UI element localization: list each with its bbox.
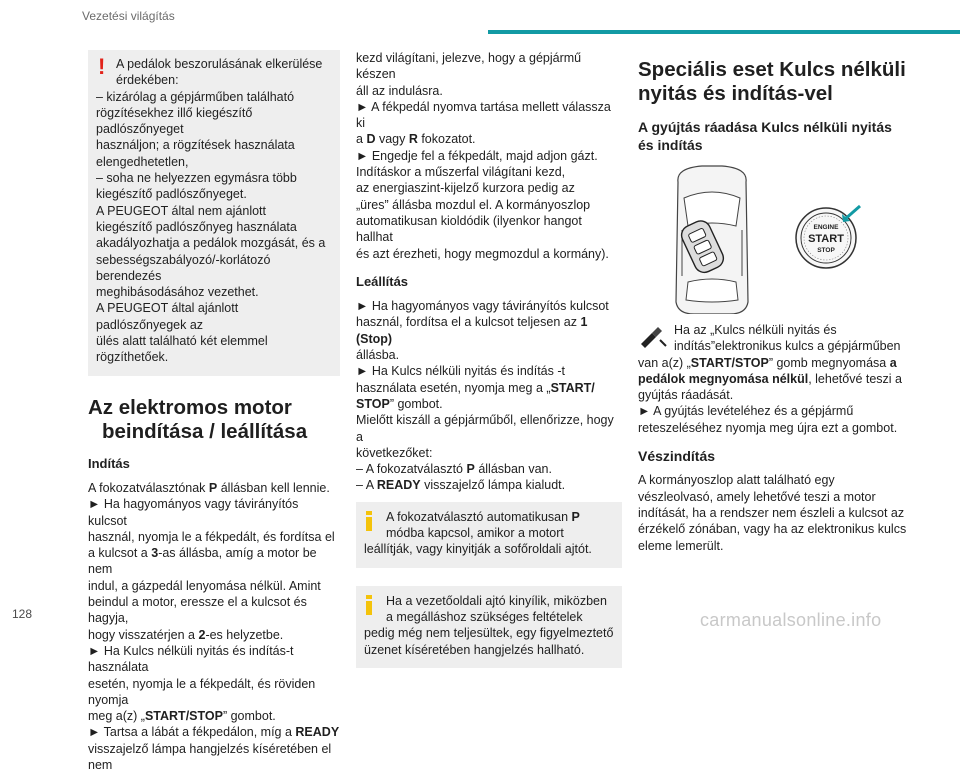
- section-title-line: beindítása / leállítása: [102, 419, 308, 443]
- warning-line: érdekében:: [116, 73, 179, 88]
- body-line: ► Ha hagyományos vagy távirányítós kulcsot: [88, 497, 299, 528]
- section-title-line: nyitás és indítás-vel: [638, 82, 833, 105]
- body-line: a D vagy R fokozatot.: [356, 132, 476, 147]
- warning-line: A pedálok beszorulásának elkerülése: [116, 57, 323, 71]
- section-title-line: Speciális eset Kulcs nélküli: [638, 58, 906, 81]
- body-line: használ, nyomja le a fékpedált, és fordítsa el: [88, 529, 335, 544]
- page-number: 128: [12, 607, 33, 621]
- body-line: reteszeléséhez nyomja meg újra ezt a gombot.: [638, 420, 898, 435]
- header-accent-bar: [488, 30, 960, 34]
- warning-line: használjon; a rögzítések használata: [96, 138, 295, 153]
- subsection-heading-stopping: Leállítás: [356, 273, 409, 289]
- keyless-foot-icon: [638, 324, 668, 350]
- warning-line: elengedhetetlen,: [96, 154, 189, 169]
- warning-box: [88, 50, 340, 376]
- body-line: kezd világítani, jelezve, hogy a gépjármű készen: [356, 51, 582, 82]
- keyless-paragraph: [638, 322, 908, 355]
- warning-line: akadályozhatja a pedálok mozgását, és a: [96, 236, 326, 251]
- exclamation-icon: !: [98, 54, 106, 79]
- body-line: A kormányoszlop alatt található egy: [638, 473, 835, 488]
- warning-line: sebességszabályozó/-korlátozó berendezés: [96, 252, 271, 283]
- body-line: érzékelő zónában, vagy ha az elektronikus kulcs: [638, 522, 907, 537]
- column-right: [638, 50, 908, 554]
- button-start-label: START: [808, 233, 844, 245]
- body-line: STOP” gombot.: [356, 396, 443, 411]
- body-line: Indításkor a műszerfal világítani kezd,: [356, 165, 566, 180]
- column-middle: [356, 50, 622, 668]
- body-line: „üres” állásba mozdul el. A kormányoszlop: [356, 197, 591, 212]
- body-line: és azt érezheti, hogy megmozdul a kormány).: [356, 246, 609, 261]
- body-line: beindul a motor, eressze el a kulcsot és hagyja,: [88, 595, 307, 626]
- info-line: pedig még nem teljesültek, egy figyelmeztető: [364, 626, 614, 641]
- body-line: ► Ha hagyományos vagy távirányítós kulcsot: [356, 299, 609, 314]
- info-line: módba kapcsol, amikor a motort: [386, 526, 564, 541]
- body-line: indul, a gázpedál lenyomása nélkül. Amint: [88, 578, 321, 593]
- body-line: visszajelző lámpa hangjelzés kíséretében el nem: [88, 741, 332, 772]
- column-left: [88, 50, 340, 773]
- body-line: Mielőtt kiszáll a gépjárműből, ellenőrizze, hogy a: [356, 413, 614, 444]
- subsection-heading-emergency: Vészindítás: [638, 448, 716, 465]
- body-line: ► Engedje fel a fékpedált, majd adjon gázt.: [356, 148, 598, 163]
- info-box: [356, 502, 622, 568]
- warning-line: – kizárólag a gépjárműben található: [96, 89, 295, 104]
- body-line: ► Ha Kulcs nélküli nyitás és indítás-t használata: [88, 643, 294, 675]
- watermark: carmanualsonline.info: [700, 610, 882, 630]
- body-line: áll az indulásra.: [356, 83, 443, 98]
- info-line: A fokozatválasztó automatikusan P: [386, 509, 580, 524]
- body-line: indítás”elektronikus kulcs a gépjárműben: [674, 339, 901, 354]
- body-line: a kulcsot a 3-as állásba, amíg a motor be nem: [88, 546, 317, 577]
- info-icon: [366, 595, 373, 615]
- warning-line: meghibásodásához vezethet.: [96, 285, 259, 300]
- body-line: ► A fékpedál nyomva tartása mellett válassza ki: [356, 99, 611, 131]
- body-line: pedálok megnyomása nélkül, lehetővé teszi a: [638, 371, 903, 386]
- warning-line: – soha ne helyezzen egymásra több: [96, 171, 297, 186]
- body-line: használ, fordítsa el a kulcsot teljesen az 1 (Stop): [356, 315, 588, 346]
- body-line: van a(z) „START/STOP” gomb megnyomása a: [638, 355, 897, 370]
- warning-line: ülés alatt található két elemmel rögzíthetőek.: [96, 334, 268, 365]
- button-stop-label: STOP: [817, 247, 835, 254]
- body-line: – A READY visszajelző lámpa kialudt.: [356, 478, 566, 493]
- warning-line: A PEUGEOT által ajánlott padlószőnyegek az: [96, 301, 239, 332]
- info-line: a megálláshoz szükséges feltételek: [386, 609, 583, 624]
- info-box: [356, 586, 622, 668]
- body-line: eleme lemerült.: [638, 538, 724, 553]
- body-line: állásba.: [356, 348, 400, 363]
- info-line: Ha a vezetőoldali ajtó kinyílik, miközben: [386, 593, 607, 608]
- info-line: leállítják, vagy kinyitják a sofőroldali ajtót.: [364, 542, 592, 557]
- body-line: A fokozatválasztónak P állásban kell lennie.: [88, 480, 330, 495]
- body-line: gyújtás ráadását.: [638, 388, 734, 403]
- car-keyfob-illustration: [638, 164, 908, 314]
- subsection-heading-starting: Indítás: [88, 455, 130, 471]
- running-header: Vezetési világítás: [82, 9, 175, 23]
- body-line: indítását, ha a rendszer nem észleli a kulcsot az: [638, 505, 905, 520]
- info-line: üzenet kíséretében hangjelzés hallható.: [364, 642, 585, 657]
- body-line: automatikusan kioldódik (ilyenkor hangot hallhat: [356, 213, 582, 245]
- info-icon: [366, 511, 373, 531]
- body-line: hogy visszatérjen a 2-es helyzetbe.: [88, 627, 284, 642]
- body-line: ► Ha Kulcs nélküli nyitás és indítás -t: [356, 364, 565, 379]
- warning-line: A PEUGEOT által nem ajánlott: [96, 203, 266, 218]
- section-title: [88, 396, 340, 444]
- body-line: ► A gyújtás levételéhez és a gépjármű: [638, 404, 854, 419]
- body-line: meg a(z) „START/STOP” gombot.: [88, 709, 276, 724]
- button-engine-label: ENGINE: [813, 224, 839, 231]
- subsection-heading-ignition: A gyújtás ráadása Kulcs nélküli nyitás és indítás: [638, 119, 892, 153]
- body-line: ► Tartsa a lábát a fékpedálon, míg a READY: [88, 725, 340, 740]
- body-line: vészleolvasó, amely lehetővé teszi a motor: [638, 489, 876, 504]
- body-line: – A fokozatválasztó P állásban van.: [356, 462, 552, 477]
- illustrations: [638, 164, 908, 314]
- body-line: Ha az „Kulcs nélküli nyitás és: [674, 323, 837, 337]
- body-line: használata esetén, nyomja meg a „START/: [356, 380, 595, 395]
- warning-line: kiegészítő padlószőnyeget.: [96, 187, 247, 202]
- body-line: következőket:: [356, 445, 433, 460]
- warning-line: kiegészítő padlószőnyeg használata: [96, 219, 297, 234]
- body-line: esetén, nyomja le a fékpedált, és röviden nyomja: [88, 676, 316, 707]
- body-line: az energiaszint-kijelző kurzora pedig az: [356, 181, 575, 196]
- warning-line: rögzítésekhez illő kiegészítő padlószőnyeget: [96, 105, 253, 137]
- section-title: [638, 58, 908, 106]
- section-title-line: Az elektromos motor: [88, 395, 292, 419]
